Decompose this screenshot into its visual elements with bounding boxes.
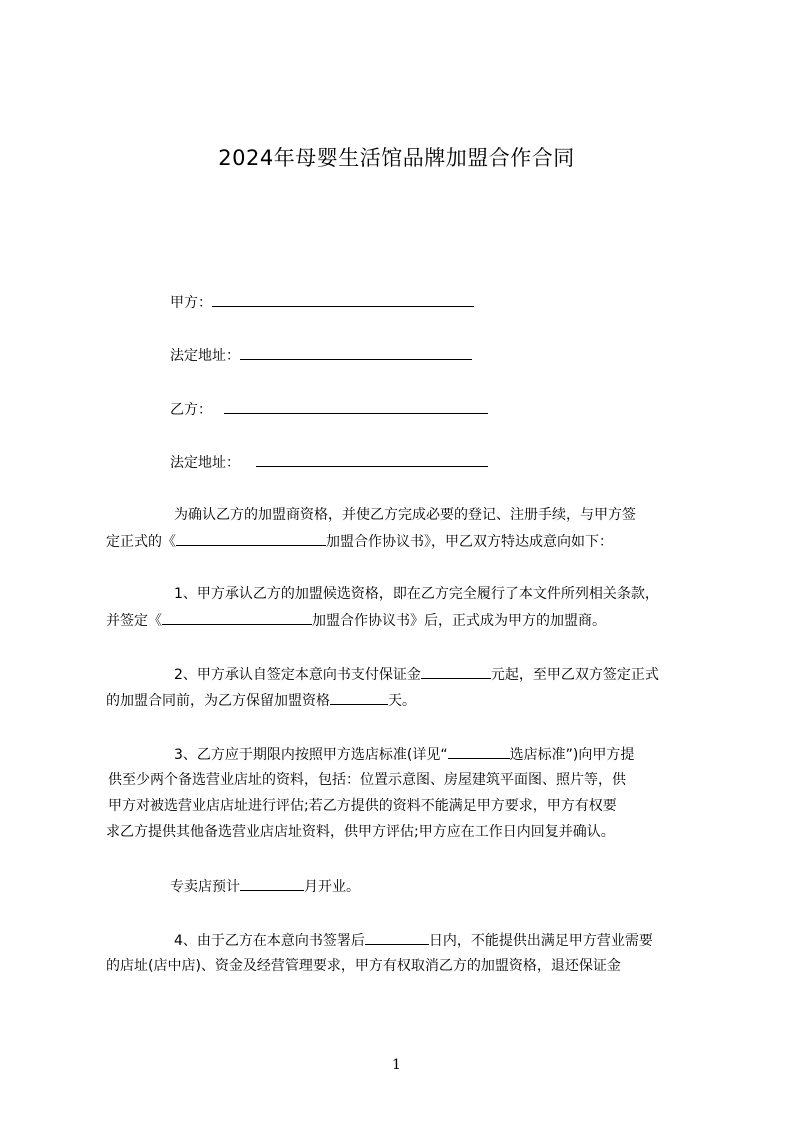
address-a-blank (240, 345, 472, 360)
address-a-field (170, 345, 472, 366)
clause-3-line-3: 甲方对被选营业店店址进行评估;若乙方提供的资料不能满足甲方要求，甲方有权要 (108, 798, 617, 814)
clause-3-line-1 (174, 744, 634, 765)
opening-month-blank (240, 876, 304, 891)
clause-2-line-2 (106, 690, 416, 711)
address-b-field (170, 452, 488, 473)
clause-4-line-1-end: 日内，不能提供出满足甲方营业需要 (428, 933, 653, 949)
clause-2-line-1 (174, 664, 659, 685)
agreement-name-blank (176, 531, 326, 546)
intro-line-2 (106, 531, 613, 552)
clause-4-days-blank (365, 930, 429, 945)
page-number: 1 (392, 1057, 401, 1073)
clause-3-line-4: 求乙方提供其他备选营业店店址资料，供甲方评估;甲方应在工作日内回复并确认。 (106, 824, 615, 840)
clause-2-line-2-start: 的加盟合同前，为乙方保留加盟资格 (106, 693, 330, 709)
clause-3-line-2: 供至少两个备选营业店址的资料，包括：位置示意图、房屋建筑平面图、照片等，供 (108, 772, 626, 788)
clause-3-line-1-end: 选店标准”)向甲方提 (509, 747, 635, 763)
clause-2-line-1-start: 2、甲方承认自签定本意向书支付保证金 (174, 667, 421, 683)
party-b-label: 乙方： (170, 402, 212, 418)
clause-1-line-2-start: 并签定《 (106, 613, 162, 629)
intro-line-2-start: 定正式的《 (106, 534, 176, 550)
clause-4-line-1 (174, 930, 653, 951)
clause-1-line-1: 1、甲方承认乙方的加盟候选资格，即在乙方完全履行了本文件所列相关条款， (174, 586, 659, 602)
opening-text-start: 专卖店预计 (170, 879, 240, 895)
deposit-amount-blank (421, 664, 491, 679)
party-a-field (170, 292, 474, 313)
party-b-field (170, 399, 488, 420)
address-b-blank (256, 452, 488, 467)
intro-line-2-end: 加盟合作协议书》，甲乙双方特达成意向如下： (326, 534, 613, 550)
address-a-label: 法定地址： (170, 348, 240, 364)
document-title: 2024年母婴生活馆品牌加盟合作合同 (218, 146, 575, 170)
clause-1-line-2 (106, 610, 606, 631)
opening-line (170, 876, 360, 897)
clause-3-line-1-start: 3、乙方应于期限内按照甲方选店标准(详见“ (174, 747, 448, 763)
intro-line-1: 为确认乙方的加盟商资格，并使乙方完成必要的登记、注册手续，与甲方签 (174, 507, 636, 523)
clause-1-line-2-end: 加盟合作协议书》后，正式成为甲方的加盟商。 (312, 613, 606, 629)
party-b-blank (224, 399, 488, 414)
party-a-blank (212, 292, 474, 307)
days-blank (330, 690, 388, 705)
clause-2-line-1-end: 元起，至甲乙双方签定正式 (490, 667, 659, 683)
standard-name-blank (448, 744, 510, 759)
clause-2-line-2-end: 天。 (388, 693, 416, 709)
address-b-label: 法定地址： (170, 455, 240, 471)
clause-4-line-2: 的店址(店中店)、资金及经营管理要求，甲方有权取消乙方的加盟资格，退还保证金 (106, 958, 621, 974)
party-a-label: 甲方： (170, 295, 212, 311)
clause-1-agreement-blank (162, 610, 312, 625)
opening-text-end: 月开业。 (304, 879, 360, 895)
clause-4-line-1-start: 4、由于乙方在本意向书签署后 (174, 933, 365, 949)
